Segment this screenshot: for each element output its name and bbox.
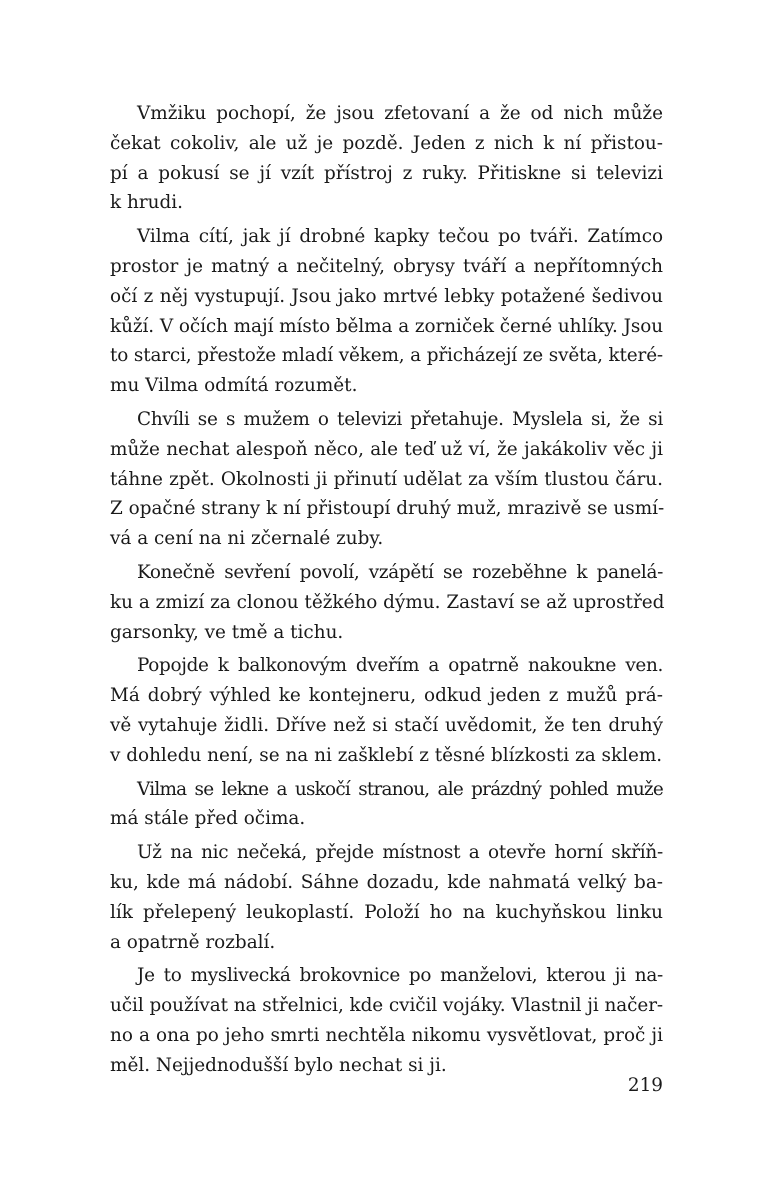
text-line: Popojde k balkonovým dveřím a opatrně nakoukne ven. [137,655,663,677]
text-line: kůží. V očích mají místo bělma a zorniček černé uhlíky. Jsou [110,315,664,337]
text-line: pí a pokusí se jí vzít přístroj z ruky. Přitiskne si televizi [110,162,663,184]
text-line: to starci, přestože mladí věkem, a přicházejí ze světa, které- [110,345,663,367]
text-line: očí z něj vystupují. Jsou jako mrtvé lebky potažené šedivou [110,285,663,307]
text-line: Konečně sevření povolí, vzápětí se rozeběhne k panelá- [137,561,663,583]
text-line: Má dobrý výhled ke kontejneru, odkud jeden z mužů prá- [110,685,663,707]
text-line: má stále před očima. [110,808,306,830]
text-line: no a ona po jeho smrti nechtěla nikomu vysvětlovat, proč ji [110,1024,663,1046]
text-line: Je to myslivecká brokovnice po manželovi, kterou ji na- [137,965,663,987]
text-line: k hrudi. [110,192,183,214]
text-line: vě vytahuje židli. Dříve než si stačí uvědomit, že ten druhý [110,714,663,736]
text-line: Vilma cítí, jak jí drobné kapky tečou po tváři. Zatímco [137,226,663,248]
paragraph [110,651,663,770]
text-line: Z opačné strany k ní přistoupí druhý muž, mrazivě se usmí- [110,498,665,520]
text-line: Už na nic nečeká, přejde místnost a otevře horní skříň- [137,842,663,864]
text-line: ku a zmizí za clonou těžkého dýmu. Zastaví se až uprostřed [110,591,665,613]
text-line: může nechat alespoň něco, ale teď už ví, že jakákoliv věc ji [110,438,663,460]
text-line: měl. Nejjednodušší bylo nechat si ji. [110,1054,447,1076]
paragraph [110,838,663,957]
text-line: Vmžiku pochopí, že jsou zfetovaní a že od nich může [137,103,663,124]
text-line: Chvíli se s mužem o televizi přetahuje. Myslela si, že si [137,408,663,430]
paragraph [110,405,663,554]
text-line: ku, kde má nádobí. Sáhne dozadu, kde nahmatá velký ba- [110,871,663,893]
text-line: Vilma se lekne a uskočí stranou, ale prázdný pohled muže [137,778,663,800]
text-line: a opatrně rozbalí. [110,931,276,953]
paragraph [110,961,663,1080]
text-line: učil používat na střelnici, kde cvičil vojáky. Vlastnil ji načer- [110,995,664,1017]
body-text [110,99,663,1081]
text-line: garsonky, ve tmě a tichu. [110,621,344,643]
text-line: prostor je matný a nečitelný, obrysy tváří a nepřítomných [110,255,663,277]
text-line: čekat cokoliv, ale už je pozdě. Jeden z nich k ní přistou- [110,132,663,154]
text-line: vá a cení na ni zčernalé zuby. [110,528,384,550]
text-line: v dohledu není, se na ni zašklebí z těsné blízkosti za sklem. [110,744,663,766]
text-line: táhne zpět. Okolnosti ji přinutí udělat za vším tlustou čáru. [110,468,663,490]
paragraph [110,558,663,647]
paragraph [110,775,663,835]
paragraph [110,222,663,401]
page-number: 219 [627,1075,663,1096]
text-line: mu Vilma odmítá rozumět. [110,375,358,397]
paragraph [110,99,663,218]
text-line: lík přelepený leukoplastí. Položí ho na kuchyňskou linku [110,901,663,923]
